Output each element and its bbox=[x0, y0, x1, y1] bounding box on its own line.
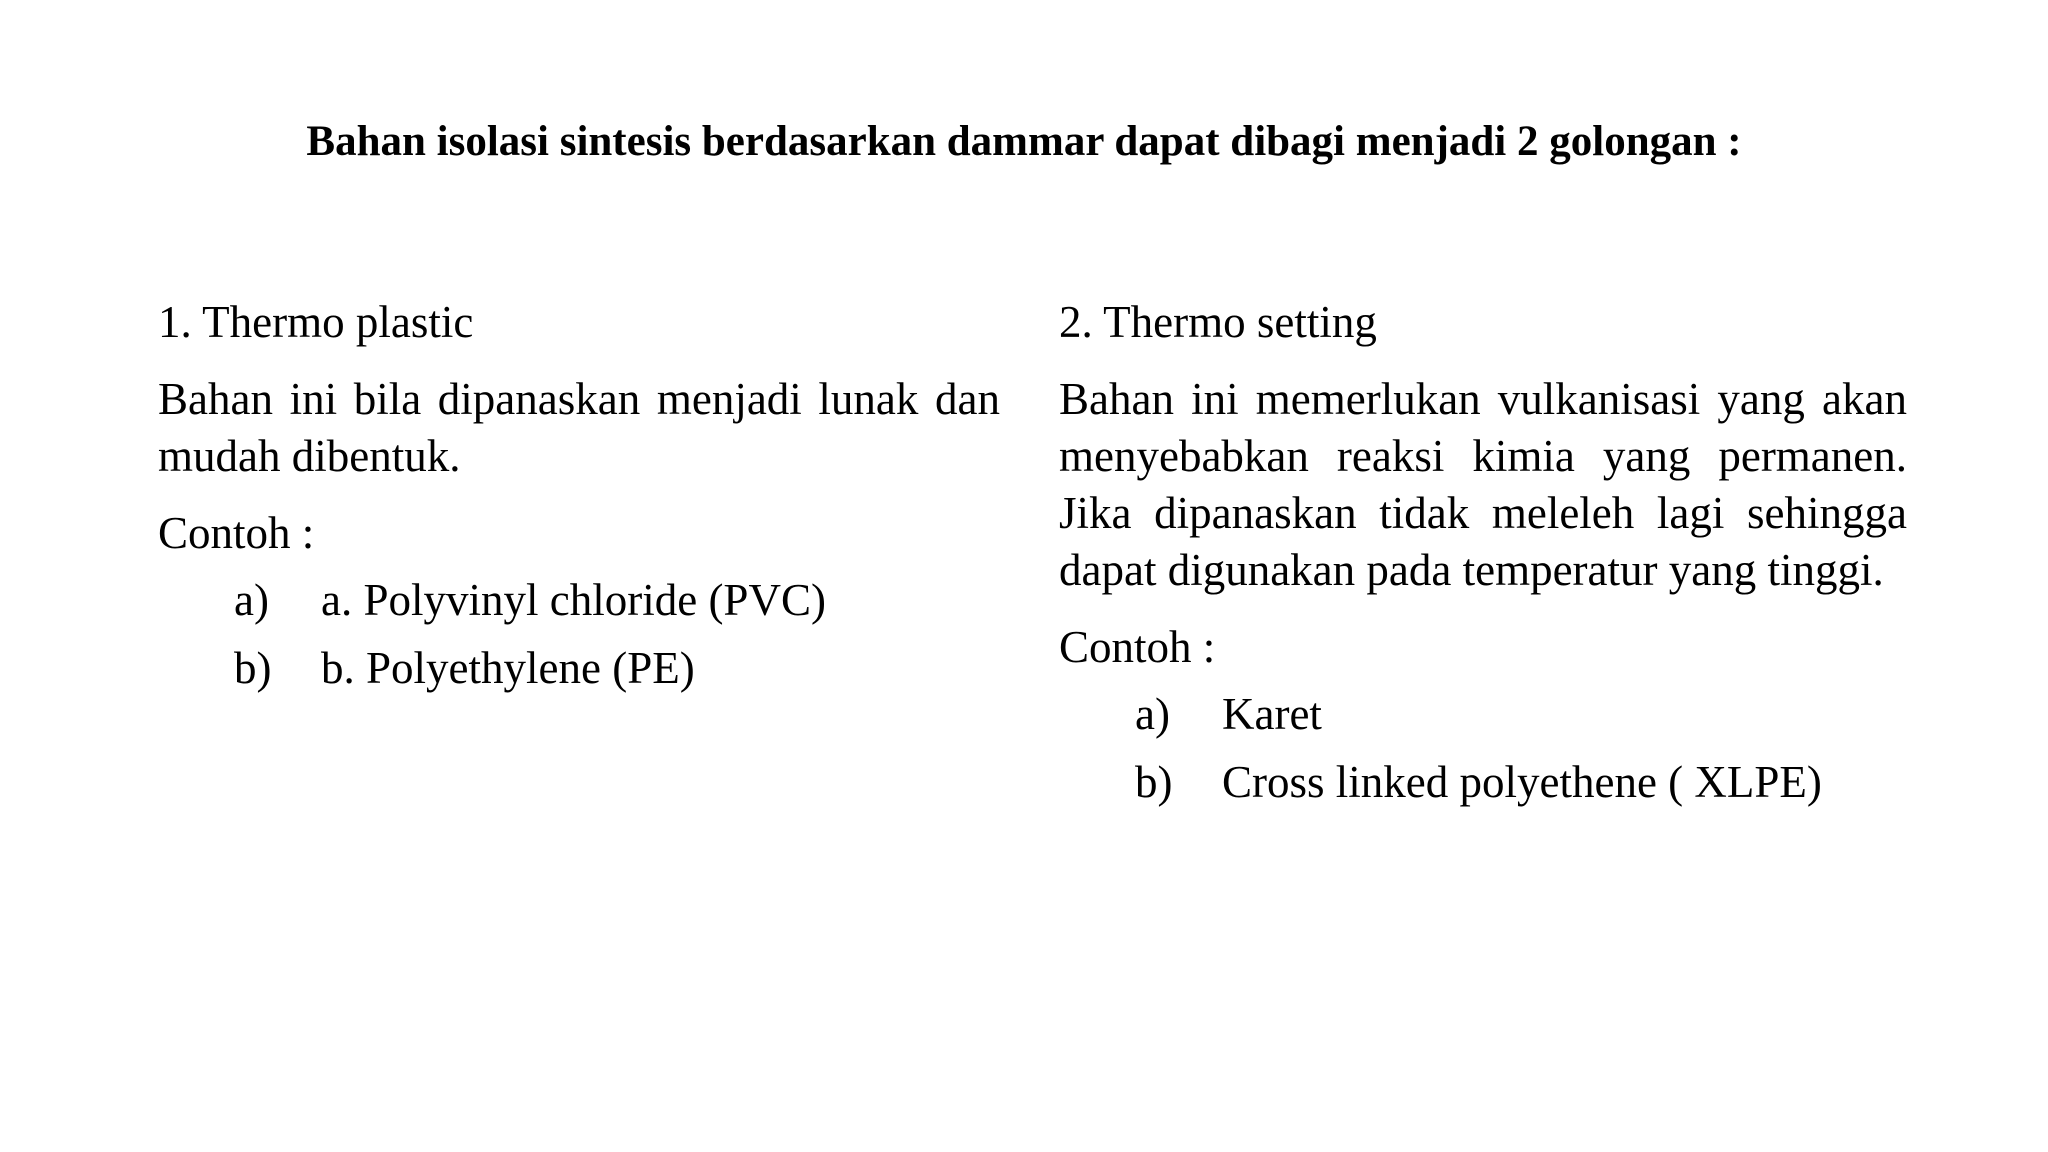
examples-label: Contoh : bbox=[1059, 622, 1216, 672]
examples-list bbox=[158, 572, 1000, 697]
section-heading: 2. Thermo setting bbox=[1059, 297, 1377, 347]
slide-title: Bahan isolasi sintesis berdasarkan dammar dapat dibagi menjadi 2 golongan : bbox=[306, 118, 1742, 165]
examples-list bbox=[1059, 686, 1907, 811]
list-item-text: Karet bbox=[1222, 689, 1322, 739]
section-description: Bahan ini memerlukan vulkanisasi yang akan menyebabkan reaksi kimia yang permanen. Jika dipanaskan tidak meleleh lagi sehingga dapat digunakan pada temperatur yang tinggi. bbox=[1059, 374, 1907, 595]
list-marker: a) bbox=[1135, 689, 1170, 739]
list-marker: b) bbox=[234, 643, 272, 693]
column-thermo-plastic bbox=[158, 294, 1000, 708]
list-marker: b) bbox=[1135, 757, 1173, 807]
list-item bbox=[1059, 754, 1907, 811]
examples-label: Contoh : bbox=[158, 508, 315, 558]
list-marker: a) bbox=[234, 575, 269, 625]
column-thermo-setting bbox=[1059, 294, 1907, 822]
list-item bbox=[158, 572, 1000, 629]
list-item-text: a. Polyvinyl chloride (PVC) bbox=[321, 575, 826, 625]
section-description: Bahan ini bila dipanaskan menjadi lunak dan mudah dibentuk. bbox=[158, 374, 1000, 481]
section-heading: 1. Thermo plastic bbox=[158, 297, 474, 347]
list-item-text: Cross linked polyethene ( XLPE) bbox=[1222, 757, 1822, 807]
list-item bbox=[1059, 686, 1907, 743]
list-item bbox=[158, 640, 1000, 697]
list-item-text: b. Polyethylene (PE) bbox=[321, 643, 695, 693]
